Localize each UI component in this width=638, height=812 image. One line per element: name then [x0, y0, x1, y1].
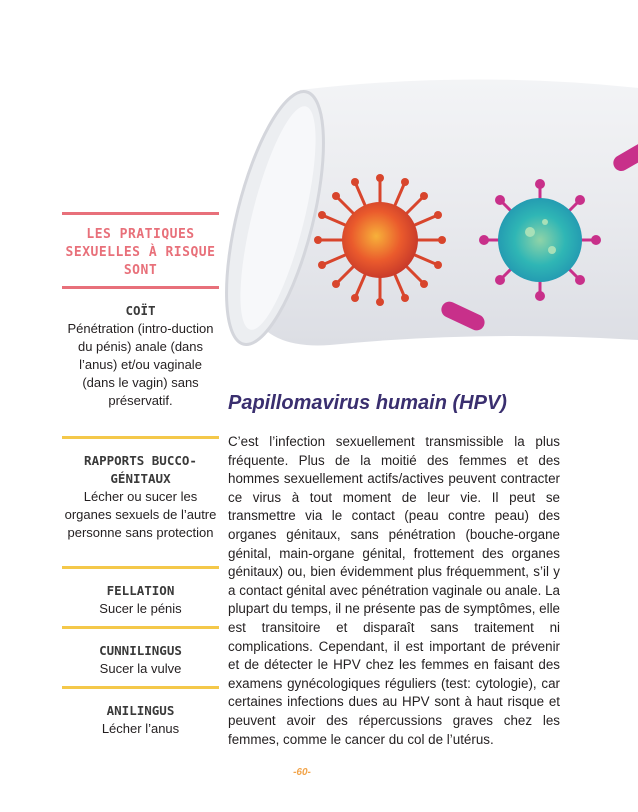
divider: [62, 626, 219, 629]
article-title: Papillomavirus humain (HPV): [228, 392, 507, 414]
practice-fellation: [62, 582, 219, 618]
sidebar-heading-rule: [62, 286, 219, 289]
practice-bucco-genitaux: [62, 452, 219, 542]
sidebar-heading: LES PRATIQUES SEXUELLES À RISQUE SONT: [65, 227, 216, 278]
blue-virus-icon: [479, 179, 601, 301]
article-body: C’est l’infection sexuellement transmissible la plus fréquente. Plus de la moitié des femmes et des hommes sexuellement actifs/actives peuvent contracter ce virus à tout moment de leur vie. Il peut se transmettre via le contact (peau contre peau) des organes génitaux, sans pénétration (bouche-organe génital, main-organe génital, frottement des organes génitaux) ou, bien évidemment plus fréquemment, s’il y a contact génital avec pénétration vaginale ou anale. La plupart du temps, il ne présente pas de symptômes, elle est transitoire et disparaît sans traitement ni complications. Cependant, il est important de prévenir et de détecter le HPV chez les femmes en faisant des examens gynécologiques réguliers (test: cytologie), car certaines infections dues au HPV sont à haut risque et peuvent avoir des répercussions graves chez les femmes, comme le cancer du col de l’utérus.: [228, 434, 560, 747]
practice-title: COÏT: [125, 303, 156, 318]
divider: [62, 686, 219, 689]
practice-cunnilingus: [62, 642, 219, 678]
practice-anilingus: [62, 702, 219, 738]
practice-coit: [62, 302, 219, 410]
practice-title: CUNNILINGUS: [99, 643, 182, 658]
practice-title: RAPPORTS BUCCO-GÉNITAUX: [84, 453, 197, 486]
red-virus-icon: [314, 174, 446, 306]
divider: [62, 436, 219, 439]
practice-desc: Lécher l’anus: [101, 721, 180, 736]
practice-desc: Pénétration (intro-duction du pénis) anale (dans l’anus) et/ou vaginale (dans le vagin) sans préservatif.: [67, 321, 214, 408]
practice-desc: Lécher ou sucer les organes sexuels de l’autre personne sans protection: [64, 489, 217, 540]
page-number: -60-: [293, 767, 311, 778]
practice-desc: Sucer la vulve: [99, 661, 182, 676]
practice-title: FELLATION: [106, 583, 175, 598]
practice-title: ANILINGUS: [106, 703, 175, 718]
sidebar-top-rule: [62, 212, 219, 215]
divider: [62, 566, 219, 569]
practice-desc: Sucer le pénis: [99, 601, 182, 616]
